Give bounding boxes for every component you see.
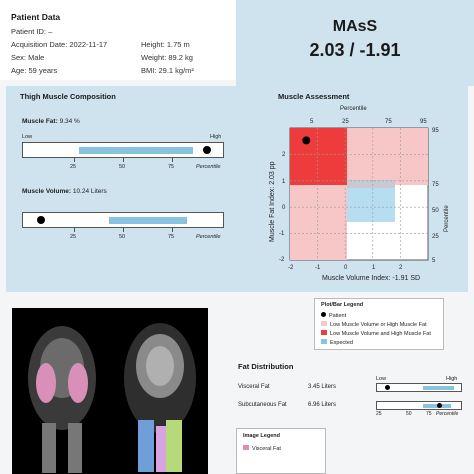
fat-low-label: Low: [376, 376, 387, 382]
x-tick: -2: [288, 265, 294, 271]
top-tick: 95: [420, 119, 427, 125]
top-tick: 25: [342, 119, 349, 125]
fat-high-label: High: [210, 134, 222, 140]
fat-tick-label: 25: [70, 164, 77, 170]
x-tick: 1: [372, 265, 376, 271]
mri-image-panel: [12, 308, 208, 474]
patient-bmi: BMI: 29.1 kg/m²: [141, 66, 194, 75]
fat-high-label: High: [446, 376, 458, 382]
muscle-volume-bar: [22, 212, 224, 228]
fat-tick-label: 50: [119, 164, 126, 170]
x-tick: 2: [399, 265, 403, 271]
x-tick: -1: [315, 265, 321, 271]
mass-panel: [236, 0, 474, 86]
patient-sex: Sex: Male: [11, 53, 45, 62]
patient-panel: [0, 0, 236, 80]
muscle-fat-label: Muscle Fat: 9.34 %: [22, 118, 80, 125]
muscle-fat-bar: [22, 142, 224, 158]
fat-tick: [74, 158, 75, 162]
mass-title: MAsS: [332, 18, 378, 35]
patient-point: [302, 136, 310, 144]
right-tick: 25: [432, 234, 439, 240]
patient-weight: Weight: 89.2 kg: [141, 53, 193, 62]
muscle-fat-patient-marker: [203, 146, 211, 154]
fat-tick-label: 75: [168, 164, 175, 170]
top-tick: 5: [310, 119, 314, 125]
high-risk-zone: [290, 128, 347, 185]
legend-item: Low Muscle Volume or High Muscle Fat: [321, 321, 427, 328]
image-legend-item: Visceral Fat: [243, 445, 281, 452]
top-percentile-title: Percentile: [340, 106, 367, 112]
volume-tick-label: 25: [70, 234, 77, 240]
fat-distribution-panel: [236, 360, 474, 420]
fat-low-label: Low: [22, 134, 33, 140]
fat-title: Fat Distribution: [238, 362, 294, 371]
visceral-bar: [376, 383, 462, 392]
volume-tick-label: 50: [119, 234, 126, 240]
subcutaneous-bar: [376, 401, 462, 410]
legend-item: Low Muscle Volume and High Muscle Fat: [321, 330, 431, 337]
muscle-assessment-plot: [252, 102, 464, 290]
expected-overlap-zone: [347, 180, 395, 188]
legend-item: Patient: [321, 312, 346, 319]
fat-tick-label: 25: [376, 411, 382, 417]
y-tick: 1: [282, 179, 286, 185]
y-tick: 0: [282, 205, 286, 211]
plot-legend: [314, 298, 444, 350]
legend-item: Expected: [321, 339, 353, 346]
image-legend-title: Image Legend: [243, 433, 280, 439]
image-legend: [236, 428, 326, 474]
volume-percentile-label: Percentile: [196, 234, 221, 240]
y-axis-label: Muscle Fat Index: 2.03 pp: [269, 161, 276, 242]
low-volume-zone: [290, 185, 347, 260]
volume-tick-label: 75: [168, 234, 175, 240]
patient-id: Patient ID: –: [11, 27, 53, 36]
thigh-title: Thigh Muscle Composition: [20, 92, 116, 101]
volume-tick: [172, 228, 173, 232]
subcutaneous-patient-marker: [437, 403, 442, 408]
legend-title: Plot/Bar Legend: [321, 302, 364, 308]
visceral-expected: [423, 386, 454, 390]
x-tick: 0: [344, 265, 348, 271]
y-tick: -1: [279, 231, 285, 237]
muscle-volume-expected: [109, 217, 187, 224]
fat-percentile-label: Percentile: [196, 164, 221, 170]
subcutaneous-value: 6.96 Liters: [308, 402, 337, 408]
volume-tick: [74, 228, 75, 232]
acquisition-date: Acquisition Date: 2022-11-17: [11, 40, 108, 49]
top-tick: 75: [385, 119, 392, 125]
y-tick: 2: [282, 152, 286, 158]
volume-tick: [123, 228, 124, 232]
patient-height: Height: 1.75 m: [141, 40, 190, 49]
right-tick: 5: [432, 258, 436, 264]
visceral-value: 3.45 Liters: [308, 384, 337, 390]
fat-percentile-label: Percentile: [436, 411, 459, 417]
patient-age: Age: 59 years: [11, 66, 58, 75]
right-tick: 75: [432, 182, 439, 188]
fat-tick: [172, 158, 173, 162]
composition-panel: [6, 86, 468, 292]
right-tick: 95: [432, 128, 439, 134]
x-axis-label: Muscle Volume Index: -1.91 SD: [322, 275, 421, 282]
muscle-volume-patient-marker: [37, 216, 45, 224]
muscle-volume-label: Muscle Volume: 10.24 Liters: [22, 188, 107, 195]
visceral-patient-marker: [385, 385, 390, 390]
visceral-label: Visceral Fat: [238, 384, 270, 390]
right-percentile-title: Percentile: [444, 205, 450, 232]
fat-tick-label: 50: [406, 411, 412, 417]
muscle-fat-expected: [79, 147, 193, 154]
y-tick: -2: [279, 257, 285, 263]
right-tick: 50: [432, 208, 439, 214]
mass-score: 2.03 / -1.91: [309, 40, 401, 60]
fat-tick-label: 75: [426, 411, 432, 417]
fat-tick: [123, 158, 124, 162]
assessment-title: Muscle Assessment: [278, 92, 350, 101]
subcutaneous-label: Subcutaneous Fat: [238, 402, 287, 408]
patient-heading: Patient Data: [11, 12, 61, 22]
